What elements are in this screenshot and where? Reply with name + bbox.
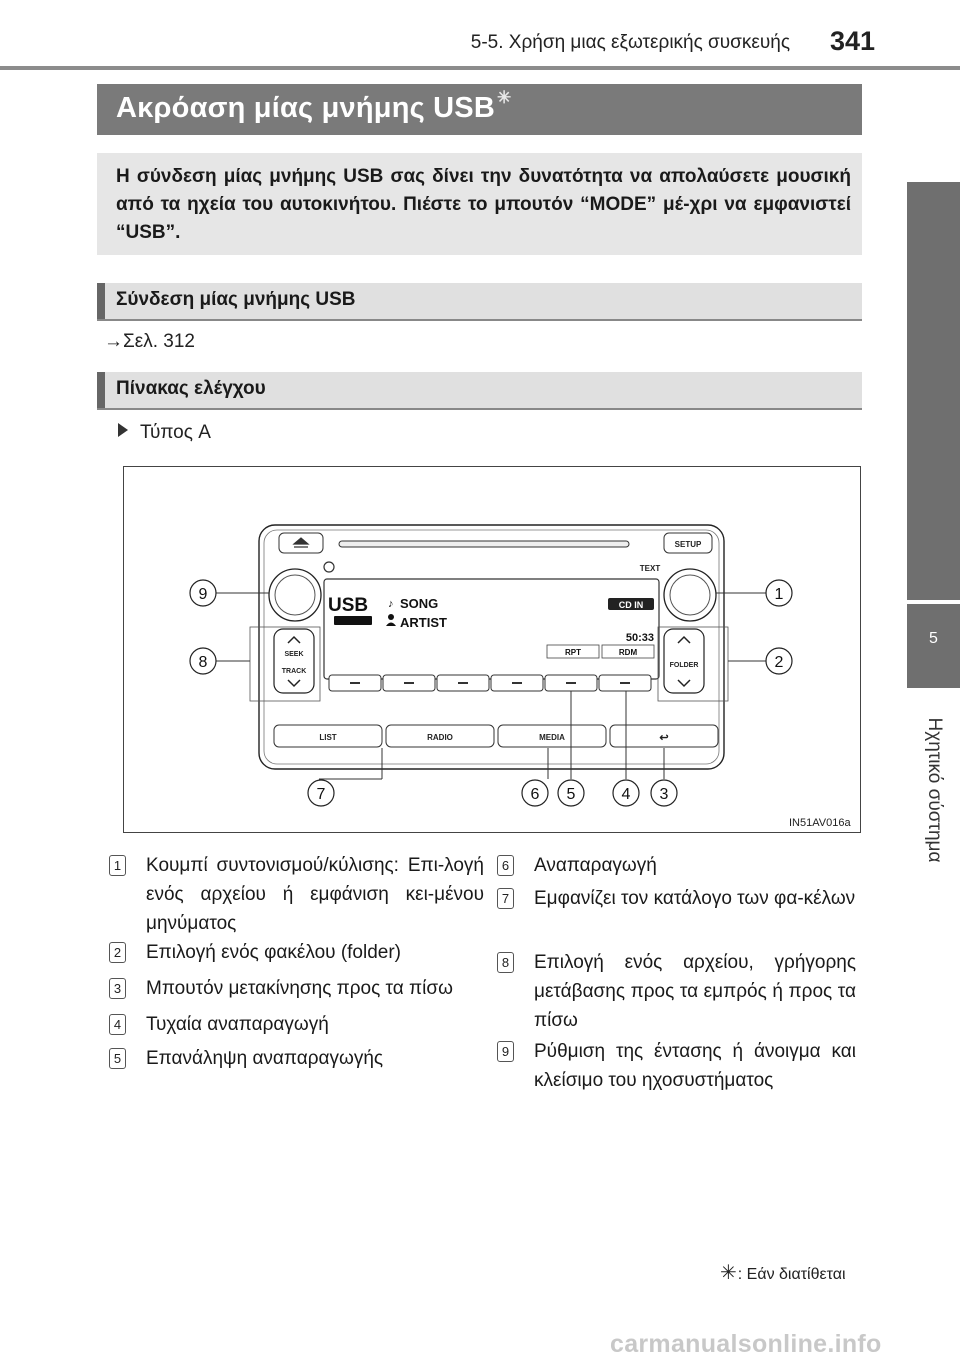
legend-number-9: 9 [497, 1041, 514, 1062]
callout-8-label: 8 [198, 654, 208, 671]
legend-item-2 [109, 938, 484, 968]
callout-6-label: 6 [530, 786, 540, 803]
radio-label: RADIO [427, 733, 453, 742]
legend-text-6: Αναπαραγωγή [534, 855, 657, 876]
subheading-control-panel [97, 372, 862, 410]
figure-code: IN51AV016a [789, 817, 851, 829]
text-label: TEXT [639, 564, 661, 573]
legend-text-9: Ρύθμιση της έντασης ή άνοιγμα και κλείσιμο του ηχοσυστήματος [534, 1041, 856, 1091]
rpt-label: RPT [565, 648, 581, 657]
list-label: LIST [319, 733, 337, 742]
page-reference-link[interactable]: →Σελ. 312 [104, 331, 195, 352]
legend-text-2: Επιλογή ενός φακέλου (folder) [146, 942, 402, 963]
media-label: MEDIA [539, 733, 565, 742]
legend-item-6 [497, 851, 862, 881]
subheading-connect [97, 283, 862, 321]
cd-slot [339, 541, 629, 547]
display-artist: ARTIST [400, 615, 447, 630]
watermark: carmanualsonline.info [610, 1330, 882, 1358]
type-label-text: Τύπος A [140, 422, 211, 443]
subheading-control-panel-label: Πίνακας ελέγχου [116, 378, 266, 399]
setup-label: SETUP [674, 540, 702, 549]
chapter-tab-bar [907, 182, 960, 600]
legend-number-7: 7 [497, 888, 514, 909]
legend-text-3: Μπουτόν μετακίνησης προς τα πίσω [146, 978, 453, 999]
footnote [720, 1260, 846, 1285]
type-label [118, 422, 211, 444]
availability-star-icon: ✳ [720, 1262, 737, 1284]
footnote-text: : Εάν διατίθεται [737, 1266, 846, 1283]
display-screen [324, 579, 659, 679]
section-header: 5-5. Χρήση μιας εξωτερικής συσκευής [470, 32, 790, 53]
display-time: 50:33 [625, 632, 654, 644]
control-panel-figure [123, 466, 861, 833]
audio-unit-illustration [124, 467, 862, 834]
legend-text-5: Επανάληψη αναπαραγωγής [146, 1048, 384, 1069]
page-title [116, 88, 512, 125]
display-song: SONG [400, 596, 439, 611]
legend-item-5 [109, 1044, 484, 1074]
seek-label: SEEK [284, 651, 304, 658]
page-number: 341 [830, 26, 876, 56]
triangle-bullet-icon [118, 423, 128, 437]
legend-number-3: 3 [109, 978, 126, 999]
usb-device-icon [334, 616, 372, 625]
legend-text-7: Εμφανίζει τον κατάλογο των φα-κέλων [534, 888, 856, 909]
legend-number-8: 8 [497, 952, 514, 973]
cd-in-label: CD IN [618, 600, 644, 610]
chapter-tab-label: Ηχητικό σύστημα [924, 717, 945, 863]
rdm-label: RDM [618, 648, 638, 657]
legend-number-4: 4 [109, 1014, 126, 1035]
callout-3-label: 3 [659, 786, 669, 803]
callout-2-label: 2 [774, 654, 784, 671]
legend-number-6: 6 [497, 855, 514, 876]
legend-number-1: 1 [109, 855, 126, 876]
callout-1-label: 1 [774, 586, 784, 603]
intro-paragraph: Η σύνδεση μίας μνήμης USB σας δίνει την δυνατότητα να απολαύσετε μουσική από τα ηχεία του αυτοκινήτου. Πιέστε το μπουτόν “MODE” μέ-χρι να εμφανιστεί “USB”. [116, 166, 851, 243]
display-source: USB [328, 595, 369, 616]
callout-7-label: 7 [316, 786, 326, 803]
legend-number-5: 5 [109, 1048, 126, 1069]
subheading-marker [97, 372, 105, 408]
legend-number-2: 2 [109, 942, 126, 963]
legend-item-1 [109, 851, 484, 941]
music-note-icon: ♪ [388, 598, 394, 610]
legend-text-4: Τυχαία αναπαραγωγή [146, 1014, 329, 1035]
back-arrow-icon: ↩ [659, 732, 669, 744]
legend-item-4 [109, 1010, 484, 1040]
legend-item-3 [109, 974, 484, 1004]
callout-9-label: 9 [198, 586, 208, 603]
folder-label: FOLDER [669, 662, 699, 669]
track-label: TRACK [281, 668, 307, 675]
legend-item-8 [497, 948, 862, 1038]
seek-track-button[interactable] [274, 629, 314, 693]
legend-item-7 [497, 884, 862, 944]
legend-text-8: Επιλογή ενός αρχείου, γρήγορης μετάβασης προς τα εμπρός ή προς τα πίσω [534, 952, 856, 1031]
legend-item-9 [497, 1037, 862, 1097]
callout-4-label: 4 [621, 786, 631, 803]
subheading-connect-label: Σύνδεση μίας μνήμης USB [116, 289, 356, 310]
callout-5-label: 5 [566, 786, 576, 803]
legend-text-1: Κουμπί συντονισμού/κύλισης: Επι-λογή ενός αρχείου ή εμφάνιση κει-μένου μηνύματος [146, 855, 484, 934]
header-rule [0, 66, 960, 70]
chapter-tab-number: 5 [929, 630, 938, 647]
folder-button[interactable] [664, 629, 704, 693]
artist-icon [388, 614, 394, 620]
subheading-marker [97, 283, 105, 319]
page-title-text: Ακρόαση μίας μνήμης USB [116, 92, 495, 124]
availability-star-icon: ✳ [496, 88, 512, 107]
